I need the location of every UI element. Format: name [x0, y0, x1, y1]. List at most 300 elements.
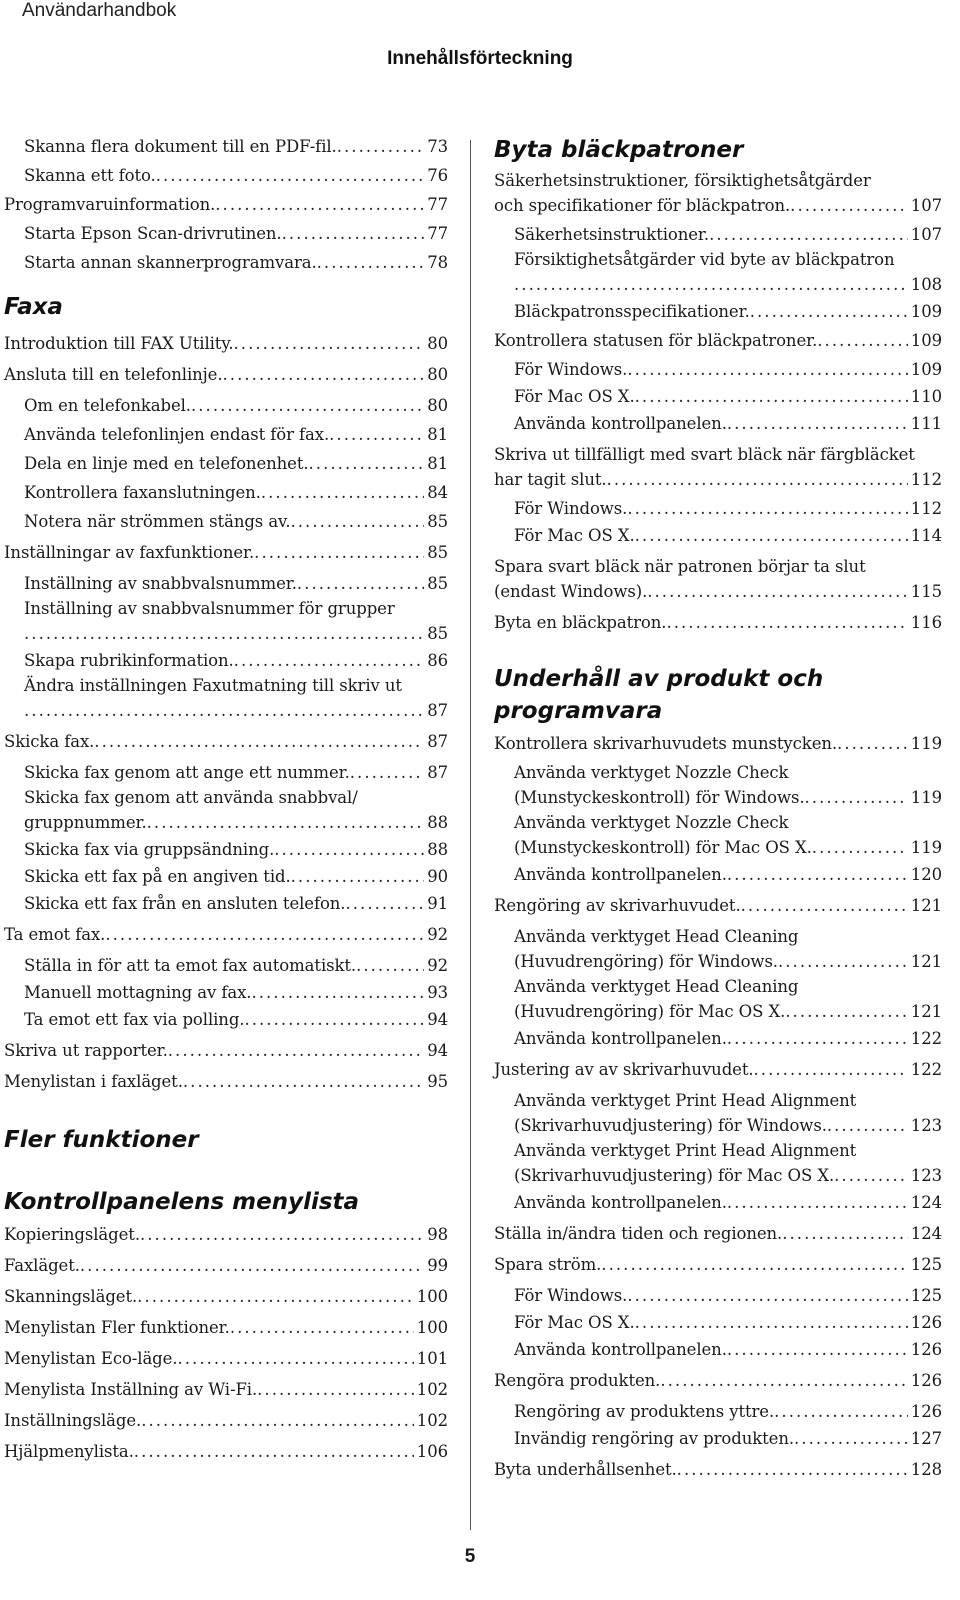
- toc-entry-page: 116: [910, 613, 942, 632]
- toc-entry-title-line: Använda verktyget Nozzle Check: [514, 763, 789, 782]
- toc-entry-title: Dela en linje med en telefonenhet.: [24, 454, 309, 473]
- toc-section-heading: [4, 1124, 448, 1156]
- toc-entry[interactable]: [4, 1038, 448, 1063]
- toc-entry[interactable]: [4, 1007, 448, 1032]
- toc-entry[interactable]: [4, 393, 448, 418]
- toc-entry-page: 126: [910, 1371, 942, 1390]
- toc-section-heading-line: Underhåll av produkt och: [494, 666, 824, 692]
- toc-left-column: [4, 130, 448, 1464]
- toc-entry-page: 73: [427, 137, 448, 156]
- toc-entry[interactable]: [4, 362, 448, 387]
- toc-leader-dots: [80, 1253, 424, 1278]
- toc-entry-title: (Munstyckeskontroll) för Mac OS X.: [514, 838, 812, 857]
- toc-entry[interactable]: [494, 1310, 942, 1335]
- page-number: 5: [464, 1546, 476, 1567]
- toc-entry-row: [24, 134, 448, 159]
- toc-entry[interactable]: [494, 1057, 942, 1082]
- toc-entry-page: 122: [910, 1029, 942, 1048]
- toc-entry[interactable]: [494, 496, 942, 521]
- toc-entry-title: Skapa rubrikinformation.: [24, 651, 234, 670]
- toc-leader-dots: [261, 480, 424, 505]
- toc-entry-row: [4, 540, 448, 565]
- toc-entry-row: [4, 1038, 448, 1063]
- toc-entry-title: Rengöra produkten.: [494, 1371, 661, 1390]
- toc-entry-row: [514, 272, 942, 297]
- toc-entry-row: [24, 221, 448, 246]
- toc-section-heading-text: Byta bläckpatroner: [494, 137, 744, 163]
- toc-entry[interactable]: [494, 924, 942, 974]
- toc-entry[interactable]: [494, 1399, 942, 1424]
- toc-entry-row: [4, 331, 448, 356]
- toc-entry[interactable]: [494, 523, 942, 548]
- toc-section-heading-text: Kontrollpanelens menylista: [4, 1189, 360, 1215]
- toc-entry[interactable]: [4, 648, 448, 673]
- toc-entry-title: Skanna flera dokument till en PDF-fil.: [24, 137, 337, 156]
- toc-entry-title-line: Spara svart bläck när patronen börjar ta slut: [494, 557, 866, 576]
- toc-entry-page: 87: [427, 763, 448, 782]
- toc-entry-title: Programvaruinformation.: [4, 195, 216, 214]
- toc-entry-row: [514, 835, 942, 860]
- toc-entry-row: [494, 1057, 942, 1082]
- toc-entry-page: 119: [910, 734, 942, 753]
- toc-entry-title: För Mac OS X.: [514, 1313, 635, 1332]
- toc-entry-row: [24, 393, 448, 418]
- toc-entry[interactable]: [494, 1337, 942, 1362]
- toc-entry-row: [494, 328, 942, 353]
- toc-entry-title: Byta en bläckpatron.: [494, 613, 667, 632]
- toc-entry[interactable]: [494, 1026, 942, 1051]
- toc-entry-title: Ta emot fax.: [4, 925, 106, 944]
- toc-entry[interactable]: [4, 422, 448, 447]
- toc-entry-title: Kontrollera skrivarhuvudets munstycken.: [494, 734, 838, 753]
- toc-entry-page: 108: [910, 275, 942, 294]
- toc-entry[interactable]: [4, 1315, 448, 1340]
- toc-entry-title: Inställning av snabbvalsnummer.: [24, 574, 297, 593]
- toc-entry[interactable]: [4, 571, 448, 596]
- toc-entry[interactable]: [494, 168, 942, 218]
- toc-entry-page: 111: [910, 414, 942, 433]
- toc-entry[interactable]: [4, 785, 448, 835]
- toc-entry-page: 84: [427, 483, 448, 502]
- toc-entry-page: 85: [427, 624, 448, 643]
- toc-entry-title: Manuell mottagning av fax.: [24, 983, 252, 1002]
- toc-entry-title: Använda kontrollpanelen.: [514, 1340, 727, 1359]
- toc-entry-title: (Munstyckeskontroll) för Windows.: [514, 788, 805, 807]
- toc-section-heading: [4, 291, 448, 323]
- toc-entry-page: 112: [910, 499, 942, 518]
- toc-section-heading-text: Faxa: [4, 294, 63, 320]
- toc-entry-row: [514, 523, 942, 548]
- toc-entry[interactable]: [494, 974, 942, 1024]
- toc-entry[interactable]: [4, 953, 448, 978]
- toc-entry-row: [494, 1221, 942, 1246]
- toc-leader-dots: [24, 698, 424, 723]
- toc-entry[interactable]: [494, 810, 942, 860]
- toc-entry[interactable]: [4, 163, 448, 188]
- toc-entry-title: (endast Windows).: [494, 582, 648, 601]
- toc-entry-title: Använda kontrollpanelen.: [514, 414, 727, 433]
- toc-entry-page: 115: [910, 582, 942, 601]
- toc-entry-row: [514, 1310, 942, 1335]
- toc-entry-page: 76: [427, 166, 448, 185]
- toc-entry[interactable]: [494, 1368, 942, 1393]
- toc-entry-row: [4, 1346, 448, 1371]
- toc-entry-page: 101: [416, 1349, 448, 1368]
- toc-entry-title: Hjälpmenylista.: [4, 1442, 134, 1461]
- toc-entry-title: Skanna ett foto.: [24, 166, 156, 185]
- toc-entry-title: Skicka ett fax på en angiven tid.: [24, 867, 291, 886]
- toc-entry-row: [24, 163, 448, 188]
- toc-entry-title: Använda telefonlinjen endast för fax.: [24, 425, 330, 444]
- toc-entry-page: 94: [427, 1041, 448, 1060]
- toc-leader-dots: [350, 760, 424, 785]
- toc-entry[interactable]: [4, 729, 448, 754]
- toc-leader-dots: [317, 250, 425, 275]
- toc-entry-page: 106: [416, 1442, 448, 1461]
- toc-leader-dots: [345, 891, 424, 916]
- toc-entry-page: 99: [427, 1256, 448, 1275]
- toc-leader-dots: [727, 1190, 908, 1215]
- toc-entry-title: Ställa in/ändra tiden och regionen.: [494, 1224, 783, 1243]
- toc-entry[interactable]: [494, 1457, 942, 1482]
- toc-leader-dots: [601, 1252, 908, 1277]
- toc-entry[interactable]: [4, 331, 448, 356]
- toc-entry-row: [24, 648, 448, 673]
- toc-entry-title: För Mac OS X.: [514, 526, 635, 545]
- toc-entry-title: Spara ström.: [494, 1255, 602, 1274]
- toc-entry-page: 85: [427, 574, 448, 593]
- toc-entry-title-line: Använda verktyget Head Cleaning: [514, 977, 799, 996]
- toc-leader-dots: [741, 893, 908, 918]
- toc-entry-row: [494, 1252, 942, 1277]
- toc-entry-row: [514, 1026, 942, 1051]
- toc-entry-page: 109: [910, 302, 942, 321]
- toc-entry-page: 77: [427, 195, 448, 214]
- toc-entry-page: 81: [427, 425, 448, 444]
- toc-entry-title: Starta annan skannerprogramvara.: [24, 253, 317, 272]
- toc-entry-title: Använda kontrollpanelen.: [514, 1029, 727, 1048]
- toc-entry-row: [4, 1377, 448, 1402]
- toc-entry[interactable]: [494, 760, 942, 810]
- toc-entry-page: 94: [427, 1010, 448, 1029]
- toc-leader-dots: [627, 357, 907, 382]
- toc-entry-row: [494, 1457, 942, 1482]
- toc-leader-dots: [141, 1408, 414, 1433]
- toc-leader-dots: [754, 1057, 908, 1082]
- toc-entry-page: 125: [910, 1255, 942, 1274]
- toc-entry-row: [4, 1284, 448, 1309]
- toc-leader-dots: [215, 192, 424, 217]
- toc-leader-dots: [782, 1221, 908, 1246]
- toc-leader-dots: [177, 1346, 413, 1371]
- toc-entry-row: [494, 1368, 942, 1393]
- toc-leader-dots: [750, 299, 908, 324]
- toc-entry-page: 119: [910, 788, 942, 807]
- toc-entry-page: 80: [427, 365, 448, 384]
- toc-entry[interactable]: [4, 134, 448, 159]
- toc-leader-dots: [727, 411, 908, 436]
- toc-leader-dots: [337, 134, 425, 159]
- toc-entry[interactable]: [494, 862, 942, 887]
- toc-entry-title: Inställningar av faxfunktioner.: [4, 543, 255, 562]
- toc-leader-dots: [105, 922, 424, 947]
- toc-entry-title: Ta emot ett fax via polling.: [24, 1010, 245, 1029]
- toc-leader-dots: [309, 451, 425, 476]
- toc-leader-dots: [647, 579, 908, 604]
- toc-entry-row: [24, 953, 448, 978]
- toc-entry-page: 102: [416, 1411, 448, 1430]
- toc-entry-page: 90: [427, 867, 448, 886]
- toc-entry-page: 88: [427, 840, 448, 859]
- toc-entry-page: 77: [427, 224, 448, 243]
- toc-entry[interactable]: [4, 1377, 448, 1402]
- toc-entry[interactable]: [4, 1222, 448, 1247]
- toc-leader-dots: [234, 648, 425, 673]
- toc-leader-dots: [794, 1426, 908, 1451]
- toc-entry-row: [4, 1439, 448, 1464]
- toc-entry-row: [24, 250, 448, 275]
- toc-entry-page: 123: [910, 1166, 942, 1185]
- toc-entry[interactable]: [494, 731, 942, 756]
- toc-section-heading: [4, 1186, 448, 1218]
- toc-entry[interactable]: [494, 222, 942, 247]
- toc-entry[interactable]: [4, 922, 448, 947]
- toc-entry-row: [514, 1426, 942, 1451]
- toc-entry-row: [494, 579, 942, 604]
- toc-entry-row: [514, 1283, 942, 1308]
- toc-entry-row: [4, 1253, 448, 1278]
- toc-entry-row: [24, 480, 448, 505]
- toc-entry-title: Om en telefonkabel.: [24, 396, 191, 415]
- toc-entry-row: [4, 1069, 448, 1094]
- toc-entry[interactable]: [4, 673, 448, 723]
- toc-leader-dots: [635, 384, 908, 409]
- toc-entry-page: 107: [910, 225, 942, 244]
- toc-entry-page: 122: [910, 1060, 942, 1079]
- toc-entry[interactable]: [494, 1252, 942, 1277]
- toc-entry[interactable]: [494, 299, 942, 324]
- toc-entry[interactable]: [4, 864, 448, 889]
- toc-entry[interactable]: [4, 480, 448, 505]
- toc-entry-title: Ställa in för att ta emot fax automatiskt.: [24, 956, 357, 975]
- toc-leader-dots: [244, 1007, 424, 1032]
- toc-entry[interactable]: [494, 247, 942, 297]
- toc-entry[interactable]: [494, 1138, 942, 1188]
- toc-entry-row: [514, 1190, 942, 1215]
- toc-entry[interactable]: [4, 891, 448, 916]
- toc-entry-title: För Mac OS X.: [514, 387, 635, 406]
- toc-entry-row: [24, 422, 448, 447]
- toc-entry[interactable]: [494, 1190, 942, 1215]
- toc-entry-page: 120: [910, 865, 942, 884]
- toc-entry-row: [4, 1315, 448, 1340]
- toc-leader-dots: [140, 1222, 424, 1247]
- toc-entry[interactable]: [494, 411, 942, 436]
- toc-entry-title: Kontrollera statusen för bläckpatroner.: [494, 331, 818, 350]
- toc-entry[interactable]: [4, 509, 448, 534]
- toc-entry-row: [514, 411, 942, 436]
- toc-leader-dots: [134, 1439, 414, 1464]
- toc-entry[interactable]: [494, 1426, 942, 1451]
- toc-entry-title: Faxläget.: [4, 1256, 80, 1275]
- toc-entry[interactable]: [494, 554, 942, 604]
- toc-entry[interactable]: [494, 893, 942, 918]
- toc-leader-dots: [290, 509, 424, 534]
- toc-entry-title: Använda kontrollpanelen.: [514, 865, 727, 884]
- toc-entry-title: Bläckpatronsspecifikationer.: [514, 302, 750, 321]
- toc-leader-dots: [356, 953, 424, 978]
- toc-leader-dots: [834, 1163, 908, 1188]
- toc-entry-row: [24, 864, 448, 889]
- toc-entry-title: Introduktion till FAX Utility.: [4, 334, 234, 353]
- toc-entry-page: 124: [910, 1193, 942, 1212]
- toc-entry[interactable]: [494, 1221, 942, 1246]
- toc-entry-title: Byta underhållsenhet.: [494, 1460, 677, 1479]
- toc-entry-page: 121: [910, 1002, 942, 1021]
- toc-entry[interactable]: [4, 1069, 448, 1094]
- toc-entry-page: 98: [427, 1225, 448, 1244]
- toc-entry-page: 109: [910, 360, 942, 379]
- toc-entry-page: 92: [427, 956, 448, 975]
- toc-entry-row: [24, 891, 448, 916]
- toc-entry[interactable]: [4, 1284, 448, 1309]
- column-divider: [470, 140, 471, 1530]
- toc-entry[interactable]: [494, 1088, 942, 1138]
- toc-leader-dots: [254, 540, 424, 565]
- toc-entry-page: 109: [910, 331, 942, 350]
- toc-entry-title: Kontrollera faxanslutningen.: [24, 483, 261, 502]
- toc-entry[interactable]: [4, 760, 448, 785]
- toc-entry[interactable]: [4, 1408, 448, 1433]
- toc-leader-dots: [234, 331, 425, 356]
- toc-entry-title: (Skrivarhuvudjustering) för Mac OS X.: [514, 1166, 835, 1185]
- toc-entry-row: [514, 1113, 942, 1138]
- toc-entry-page: 80: [427, 396, 448, 415]
- toc-entry-row: [24, 837, 448, 862]
- toc-entry[interactable]: [494, 328, 942, 353]
- toc-entry-row: [494, 193, 942, 218]
- toc-leader-dots: [709, 222, 908, 247]
- toc-entry-page: 126: [910, 1340, 942, 1359]
- toc-entry[interactable]: [4, 221, 448, 246]
- toc-entry-title: Invändig rengöring av produkten.: [514, 1429, 794, 1448]
- toc-section-heading: [494, 663, 942, 727]
- toc-leader-dots: [156, 163, 424, 188]
- toc-entry-row: [24, 698, 448, 723]
- toc-leader-dots: [222, 362, 424, 387]
- toc-entry-title-line: Säkerhetsinstruktioner, försiktighetsåtgärder: [494, 171, 871, 190]
- toc-entry[interactable]: [4, 1253, 448, 1278]
- toc-leader-dots: [147, 810, 425, 835]
- toc-entry-title: Rengöring av produktens yttre.: [514, 1402, 775, 1421]
- toc-leader-dots: [837, 731, 908, 756]
- toc-entry-row: [4, 729, 448, 754]
- section-title: Innehållsförteckning: [387, 48, 573, 69]
- toc-entry-row: [24, 810, 448, 835]
- toc-section-heading-text: programvara: [494, 698, 663, 724]
- toc-leader-dots: [274, 837, 424, 862]
- toc-leader-dots: [94, 729, 424, 754]
- toc-entry-page: 78: [427, 253, 448, 272]
- toc-entry-page: 110: [910, 387, 942, 406]
- toc-entry-title-line: Försiktighetsåtgärder vid byte av bläckpatron: [514, 250, 895, 269]
- toc-entry-row: [24, 451, 448, 476]
- toc-entry[interactable]: [4, 1439, 448, 1464]
- toc-entry-page: 119: [910, 838, 942, 857]
- toc-leader-dots: [677, 1457, 908, 1482]
- toc-entry-row: [494, 610, 942, 635]
- toc-entry-title: har tagit slut.: [494, 470, 607, 489]
- toc-entry-title: (Huvudrengöring) för Windows.: [514, 952, 778, 971]
- toc-entry-title: Skicka ett fax från en ansluten telefon.: [24, 894, 346, 913]
- toc-section-heading-text: Fler funktioner: [4, 1127, 199, 1153]
- toc-entry-page: 128: [910, 1460, 942, 1479]
- toc-entry-row: [24, 980, 448, 1005]
- toc-entry-title-line: Skicka fax genom att använda snabbval/: [24, 788, 358, 807]
- toc-entry-page: 126: [910, 1402, 942, 1421]
- toc-leader-dots: [627, 1283, 907, 1308]
- toc-entry-page: 92: [427, 925, 448, 944]
- toc-entry-title-line: Inställning av snabbvalsnummer för grupper: [24, 599, 395, 618]
- toc-entry-page: 123: [910, 1116, 942, 1135]
- toc-entry[interactable]: [494, 357, 942, 382]
- toc-leader-dots: [827, 1113, 908, 1138]
- toc-entry-title: Menylistan i faxläget.: [4, 1072, 183, 1091]
- toc-leader-dots: [627, 496, 907, 521]
- toc-entry-row: [24, 1007, 448, 1032]
- toc-entry-row: [514, 949, 942, 974]
- toc-entry-row: [514, 496, 942, 521]
- toc-entry[interactable]: [4, 540, 448, 565]
- toc-leader-dots: [230, 1315, 414, 1340]
- toc-entry[interactable]: [4, 980, 448, 1005]
- toc-leader-dots: [168, 1038, 424, 1063]
- toc-entry-title: Använda kontrollpanelen.: [514, 1193, 727, 1212]
- toc-entry[interactable]: [494, 384, 942, 409]
- toc-entry[interactable]: [4, 250, 448, 275]
- toc-entry-title: För Windows.: [514, 499, 628, 518]
- toc-entry[interactable]: [4, 451, 448, 476]
- toc-entry[interactable]: [4, 837, 448, 862]
- toc-entry-page: 95: [427, 1072, 448, 1091]
- toc-entry-row: [514, 862, 942, 887]
- toc-entry[interactable]: [494, 442, 942, 492]
- toc-leader-dots: [183, 1069, 424, 1094]
- toc-entry-title: Skicka fax genom att ange ett nummer.: [24, 763, 350, 782]
- toc-entry-row: [514, 1163, 942, 1188]
- toc-entry-page: 121: [910, 896, 942, 915]
- toc-entry-page: 93: [427, 983, 448, 1002]
- toc-entry[interactable]: [4, 192, 448, 217]
- toc-entry[interactable]: [4, 1346, 448, 1371]
- toc-leader-dots: [805, 785, 908, 810]
- toc-entry-page: 112: [910, 470, 942, 489]
- toc-entry-title: (Skrivarhuvudjustering) för Windows.: [514, 1116, 827, 1135]
- toc-entry-title: Inställningsläge.: [4, 1411, 142, 1430]
- toc-entry-page: 107: [910, 196, 942, 215]
- toc-entry-row: [494, 731, 942, 756]
- toc-entry-page: 87: [427, 701, 448, 720]
- toc-leader-dots: [137, 1284, 414, 1309]
- toc-entry[interactable]: [494, 610, 942, 635]
- toc-entry-title: (Huvudrengöring) för Mac OS X.: [514, 1002, 786, 1021]
- toc-entry-row: [514, 357, 942, 382]
- toc-entry[interactable]: [4, 596, 448, 646]
- toc-entry-title: Menylistan Fler funktioner.: [4, 1318, 230, 1337]
- toc-entry-title: Menylista Inställning av Wi-Fi.: [4, 1380, 258, 1399]
- toc-entry[interactable]: [494, 1283, 942, 1308]
- toc-section-heading: [494, 134, 942, 166]
